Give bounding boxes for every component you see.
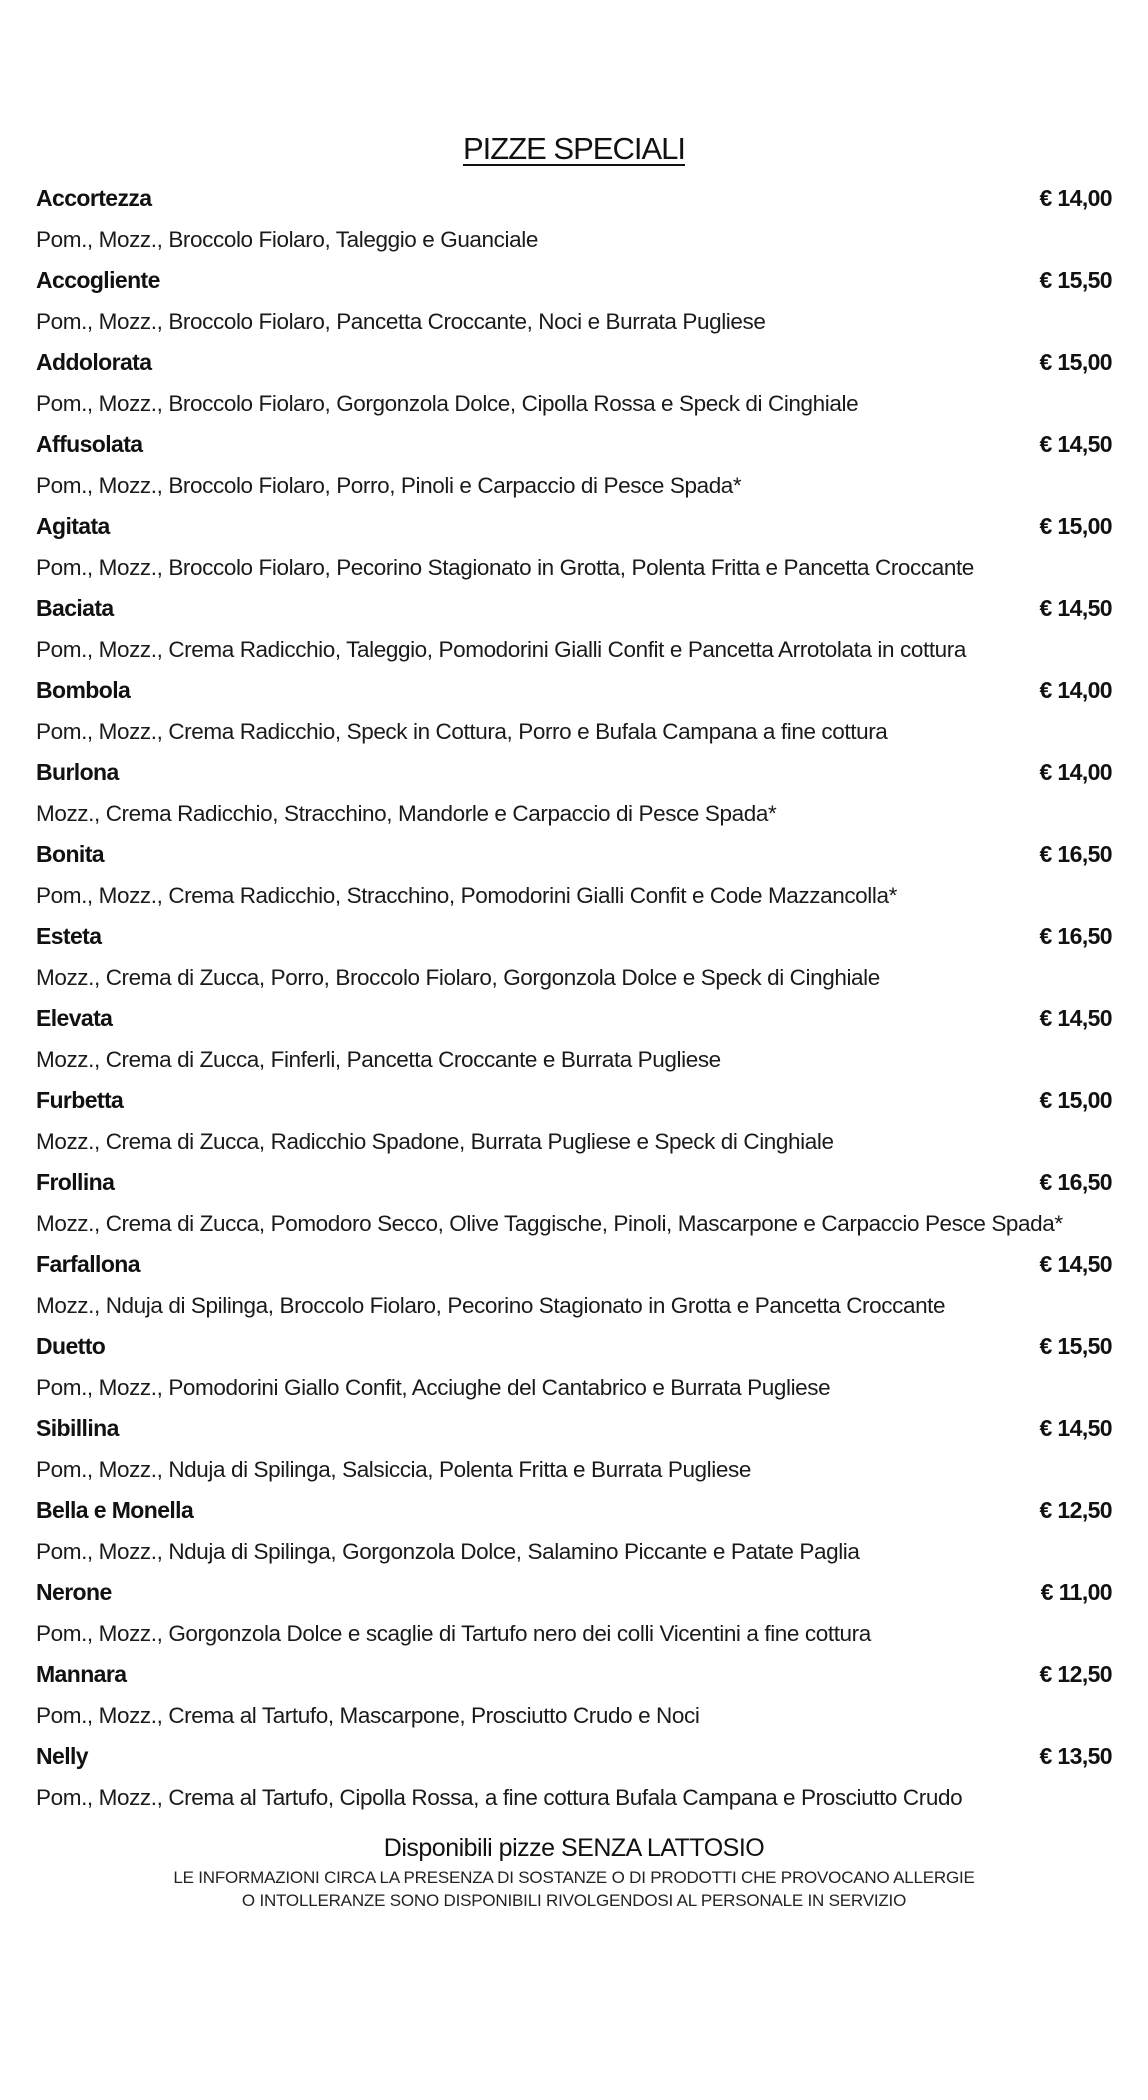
menu-item-header xyxy=(36,916,1112,957)
pizza-name: Bombola xyxy=(36,677,131,703)
pizza-price: € 14,50 xyxy=(1039,431,1112,457)
pizza-ingredients: Pom., Mozz., Crema Radicchio, Speck in Cottura, Porro e Bufala Campana a fine cottura xyxy=(36,719,888,744)
pizza-price: € 14,50 xyxy=(1039,1005,1112,1031)
pizza-name: Addolorata xyxy=(36,349,152,375)
menu-item xyxy=(36,178,1112,260)
menu-item-header xyxy=(36,1162,1112,1203)
menu-item-header xyxy=(36,1572,1112,1613)
pizza-price: € 14,50 xyxy=(1039,1251,1112,1277)
pizza-price: € 14,00 xyxy=(1039,185,1112,211)
menu-item-header xyxy=(36,506,1112,547)
pizza-price: € 11,00 xyxy=(1040,1579,1112,1605)
pizza-price: € 16,50 xyxy=(1039,923,1112,949)
pizza-ingredients: Mozz., Nduja di Spilinga, Broccolo Fiolaro, Pecorino Stagionato in Grotta e Pancetta Croccante xyxy=(36,1293,946,1318)
pizza-name: Bonita xyxy=(36,841,104,867)
menu-item-header xyxy=(36,1244,1112,1285)
pizza-price: € 15,00 xyxy=(1039,1087,1112,1113)
menu-item-header xyxy=(36,260,1112,301)
menu-item xyxy=(36,260,1112,342)
footer xyxy=(36,1830,1112,1912)
menu-item-header xyxy=(36,424,1112,465)
pizza-price: € 15,00 xyxy=(1039,513,1112,539)
page-title: PIZZE SPECIALI xyxy=(462,131,685,166)
menu-item-header xyxy=(36,178,1112,219)
pizza-price: € 12,50 xyxy=(1039,1661,1112,1687)
menu-item xyxy=(36,1490,1112,1572)
pizza-name: Frollina xyxy=(36,1169,115,1195)
pizza-ingredients: Pom., Mozz., Gorgonzola Dolce e scaglie di Tartufo nero dei colli Vicentini a fine cottura xyxy=(36,1621,871,1646)
menu-item-header xyxy=(36,342,1112,383)
pizza-name: Farfallona xyxy=(36,1251,140,1277)
pizza-name: Furbetta xyxy=(36,1087,124,1113)
pizza-ingredients: Mozz., Crema di Zucca, Porro, Broccolo Fiolaro, Gorgonzola Dolce e Speck di Cinghiale xyxy=(36,965,880,990)
menu-item-header xyxy=(36,588,1112,629)
menu-item xyxy=(36,588,1112,670)
menu-item xyxy=(36,998,1112,1080)
lactose-free-notice: Disponibili pizze SENZA LATTOSIO xyxy=(383,1834,765,1862)
pizza-price: € 13,50 xyxy=(1039,1743,1112,1769)
pizza-name: Nerone xyxy=(36,1579,112,1605)
pizza-ingredients: Pom., Mozz., Nduja di Spilinga, Salsiccia, Polenta Fritta e Burrata Pugliese xyxy=(36,1457,751,1482)
pizza-ingredients: Pom., Mozz., Crema al Tartufo, Mascarpone, Prosciutto Crudo e Noci xyxy=(36,1703,700,1728)
pizza-ingredients: Pom., Mozz., Broccolo Fiolaro, Taleggio e Guanciale xyxy=(36,227,538,252)
pizza-name: Mannara xyxy=(36,1661,127,1687)
pizza-ingredients: Pom., Mozz., Crema Radicchio, Taleggio, Pomodorini Gialli Confit e Pancetta Arrotolata in cottura xyxy=(36,637,966,662)
menu-item-header xyxy=(36,1654,1112,1695)
menu-item xyxy=(36,1162,1112,1244)
pizza-ingredients: Pom., Mozz., Pomodorini Giallo Confit, Acciughe del Cantabrico e Burrata Pugliese xyxy=(36,1375,831,1400)
menu-item xyxy=(36,670,1112,752)
allergy-note-line-1: LE INFORMAZIONI CIRCA LA PRESENZA DI SOSTANZE O DI PRODOTTI CHE PROVOCANO ALLERGIE xyxy=(173,1868,975,1887)
pizza-name: Esteta xyxy=(36,923,102,949)
menu-item-header xyxy=(36,998,1112,1039)
pizza-price: € 16,50 xyxy=(1039,841,1112,867)
menu-item-header xyxy=(36,752,1112,793)
pizza-price: € 15,00 xyxy=(1039,349,1112,375)
pizza-menu-list xyxy=(36,178,1112,1818)
menu-item xyxy=(36,342,1112,424)
pizza-price: € 14,00 xyxy=(1039,759,1112,785)
pizza-price: € 14,50 xyxy=(1039,595,1112,621)
pizza-name: Burlona xyxy=(36,759,119,785)
menu-item xyxy=(36,834,1112,916)
menu-item xyxy=(36,752,1112,834)
pizza-name: Duetto xyxy=(36,1333,106,1359)
pizza-ingredients: Pom., Mozz., Broccolo Fiolaro, Gorgonzola Dolce, Cipolla Rossa e Speck di Cinghiale xyxy=(36,391,859,416)
pizza-ingredients: Mozz., Crema di Zucca, Finferli, Pancetta Croccante e Burrata Pugliese xyxy=(36,1047,721,1072)
pizza-name: Accortezza xyxy=(36,185,152,211)
menu-item xyxy=(36,1572,1112,1654)
menu-item xyxy=(36,1654,1112,1736)
pizza-ingredients: Pom., Mozz., Crema al Tartufo, Cipolla Rossa, a fine cottura Bufala Campana e Prosciutto Crudo xyxy=(36,1785,963,1810)
pizza-name: Affusolata xyxy=(36,431,143,457)
pizza-ingredients: Mozz., Crema di Zucca, Pomodoro Secco, Olive Taggische, Pinoli, Mascarpone e Carpaccio Pesce Spada* xyxy=(36,1211,1063,1236)
menu-page xyxy=(36,120,1112,1912)
pizza-ingredients: Mozz., Crema Radicchio, Stracchino, Mandorle e Carpaccio di Pesce Spada* xyxy=(36,801,777,826)
pizza-price: € 12,50 xyxy=(1039,1497,1112,1523)
pizza-price: € 14,00 xyxy=(1039,677,1112,703)
menu-item xyxy=(36,1244,1112,1326)
pizza-name: Bella e Monella xyxy=(36,1497,194,1523)
pizza-ingredients: Pom., Mozz., Broccolo Fiolaro, Porro, Pinoli e Carpaccio di Pesce Spada* xyxy=(36,473,742,498)
menu-item xyxy=(36,424,1112,506)
menu-item xyxy=(36,1326,1112,1408)
menu-item xyxy=(36,1080,1112,1162)
menu-item-header xyxy=(36,834,1112,875)
pizza-price: € 15,50 xyxy=(1039,1333,1112,1359)
pizza-name: Agitata xyxy=(36,513,110,539)
menu-item-header xyxy=(36,1326,1112,1367)
pizza-ingredients: Pom., Mozz., Nduja di Spilinga, Gorgonzola Dolce, Salamino Piccante e Patate Paglia xyxy=(36,1539,860,1564)
menu-item-header xyxy=(36,670,1112,711)
pizza-name: Baciata xyxy=(36,595,114,621)
pizza-price: € 16,50 xyxy=(1039,1169,1112,1195)
pizza-name: Nelly xyxy=(36,1743,88,1769)
menu-item xyxy=(36,1736,1112,1818)
menu-item-header xyxy=(36,1736,1112,1777)
pizza-ingredients: Pom., Mozz., Broccolo Fiolaro, Pecorino Stagionato in Grotta, Polenta Fritta e Pancetta Croccante xyxy=(36,555,974,580)
menu-item xyxy=(36,1408,1112,1490)
allergy-note-line-2: O INTOLLERANZE SONO DISPONIBILI RIVOLGENDOSI AL PERSONALE IN SERVIZIO xyxy=(241,1891,907,1910)
menu-item xyxy=(36,916,1112,998)
pizza-ingredients: Mozz., Crema di Zucca, Radicchio Spadone, Burrata Pugliese e Speck di Cinghiale xyxy=(36,1129,834,1154)
menu-item-header xyxy=(36,1490,1112,1531)
pizza-name: Elevata xyxy=(36,1005,113,1031)
pizza-price: € 14,50 xyxy=(1039,1415,1112,1441)
menu-item-header xyxy=(36,1080,1112,1121)
pizza-ingredients: Pom., Mozz., Broccolo Fiolaro, Pancetta Croccante, Noci e Burrata Pugliese xyxy=(36,309,766,334)
menu-item-header xyxy=(36,1408,1112,1449)
pizza-price: € 15,50 xyxy=(1039,267,1112,293)
pizza-name: Accogliente xyxy=(36,267,160,293)
pizza-ingredients: Pom., Mozz., Crema Radicchio, Stracchino, Pomodorini Gialli Confit e Code Mazzancolla* xyxy=(36,883,897,908)
pizza-name: Sibillina xyxy=(36,1415,119,1441)
menu-item xyxy=(36,506,1112,588)
